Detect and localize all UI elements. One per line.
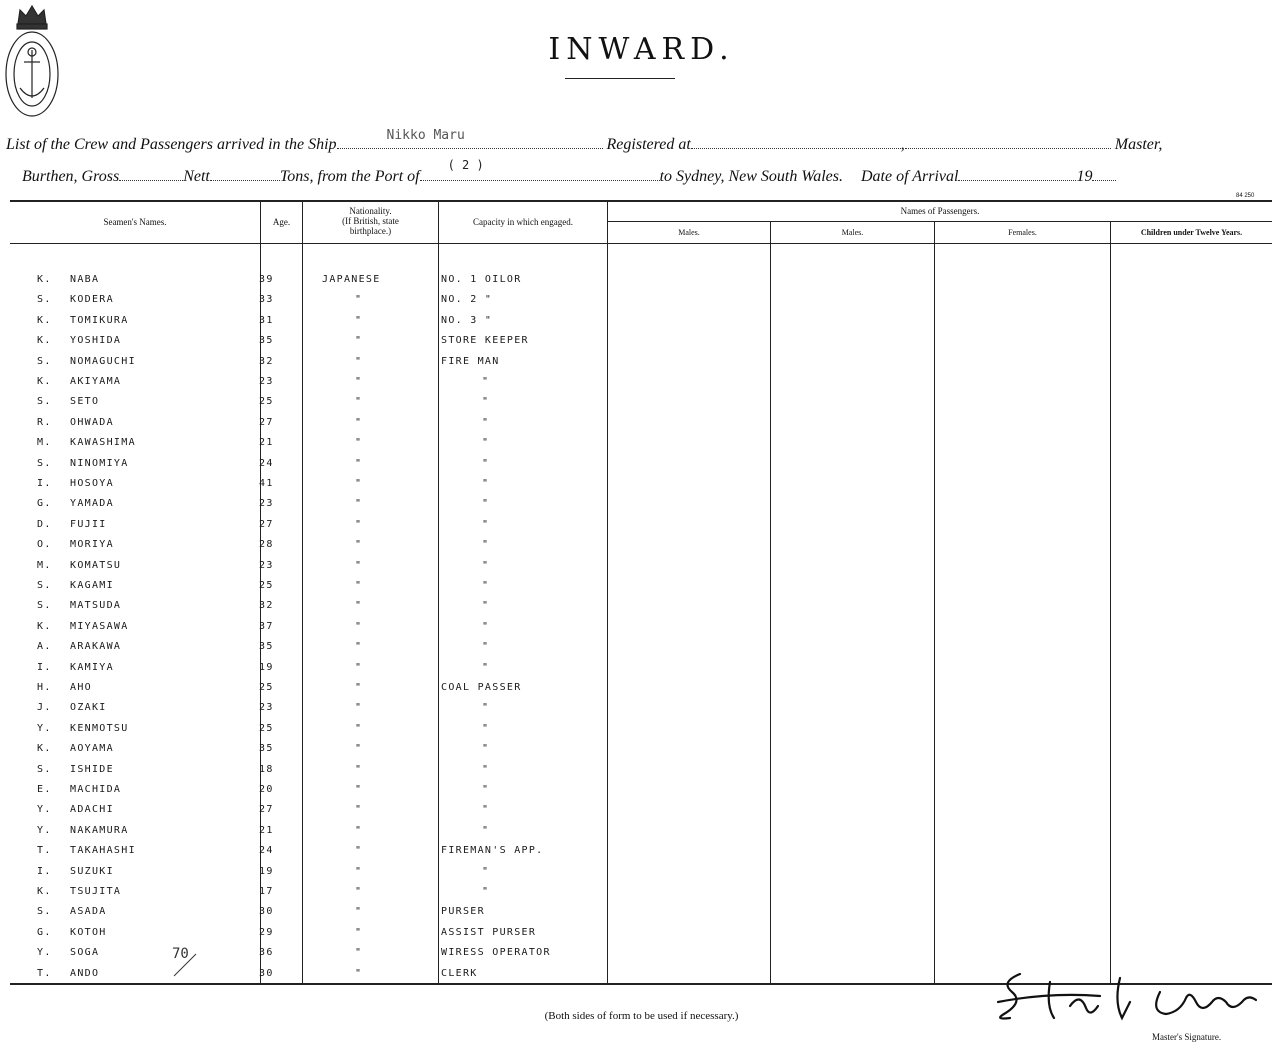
seaman-age: 23 [259,559,274,571]
table-row [0,784,1283,802]
seaman-capacity: " [482,437,490,449]
seaman-age: 21 [259,437,274,449]
table-row [0,764,1283,782]
seaman-capacity: " [482,865,490,877]
table-row [0,682,1283,700]
seaman-age: 27 [259,804,274,816]
table-row [0,437,1283,455]
seaman-initial: I. [37,865,52,877]
seaman-capacity: FIRE MAN [441,355,500,367]
seaman-age: 25 [259,396,274,408]
seaman-initial: G. [37,926,52,938]
seaman-initial: I. [37,661,52,673]
seaman-nationality: " [355,539,363,551]
seaman-surname: MIYASAWA [70,620,129,632]
seaman-age: 18 [259,763,274,775]
seaman-surname: SETO [70,396,100,408]
seaman-surname: OZAKI [70,702,107,714]
seaman-initial: I. [37,478,52,489]
seaman-capacity: NO. 3 " [441,314,493,326]
seaman-age: 17 [259,886,274,897]
seaman-capacity: " [482,886,490,897]
ship-name-value: Nikko Maru [386,128,465,143]
seaman-age: 35 [259,641,274,653]
master-name-field[interactable] [905,134,1111,149]
seaman-nationality: " [355,437,363,449]
table-row [0,702,1283,720]
seaman-capacity: " [482,784,490,795]
seaman-capacity: " [482,743,490,755]
master-signature-label: Master's Signature. [1152,1032,1222,1042]
form-number: 84 250 [1236,193,1255,199]
table-row [0,417,1283,435]
seaman-nationality: " [355,498,363,510]
table-row [0,560,1283,578]
seaman-initial: Y. [37,824,52,836]
seaman-surname: MATSUDA [70,600,122,612]
seaman-age: 28 [259,539,274,551]
seaman-age: 31 [259,314,274,326]
seaman-surname: NABA [70,274,100,285]
table-header-rule [10,243,1272,244]
seaman-age: 23 [259,498,274,510]
seaman-nationality: " [355,661,363,673]
seaman-surname: NAKAMURA [70,824,129,836]
seaman-surname: TSUJITA [70,886,122,897]
tons-from-label: Tons, from the Port of [279,168,420,185]
seaman-nationality: " [355,335,363,347]
seaman-capacity: " [482,641,490,653]
table-row [0,621,1283,639]
gross-field[interactable] [119,166,183,181]
seaman-capacity: " [482,498,490,510]
registered-at-field[interactable] [691,134,901,149]
seaman-surname: YOSHIDA [70,335,122,347]
seaman-initial: S. [37,355,52,367]
seaman-age: 33 [259,294,274,306]
seaman-capacity: " [482,376,490,387]
seaman-age: 19 [259,661,274,673]
seaman-initial: K. [37,314,52,326]
seaman-nationality: " [355,906,363,918]
form-title: INWARD. [548,32,735,67]
seaman-capacity: " [482,396,490,408]
table-row [0,866,1283,884]
seaman-nationality: " [355,824,363,836]
seaman-surname: ANDO [70,967,100,979]
seaman-nationality: " [355,355,363,367]
seaman-initial: S. [37,763,52,775]
date-of-arrival-label: Date of Arrival [860,168,959,185]
seaman-initial: A. [37,641,52,653]
nett-field[interactable] [210,166,280,181]
seaman-surname: KAWASHIMA [70,437,136,449]
seaman-capacity: " [482,416,490,428]
seaman-initial: K. [37,335,52,347]
seaman-age: 35 [259,743,274,755]
seaman-initial: O. [37,539,52,551]
seaman-age: 37 [259,620,274,632]
tally-mark [170,940,200,980]
seaman-surname: MACHIDA [70,784,122,795]
seaman-nationality: " [355,763,363,775]
seaman-age: 35 [259,335,274,347]
to-sydney-label: to Sydney, New South Wales. [659,168,843,185]
table-row [0,294,1283,312]
seaman-initial: S. [37,600,52,612]
seaman-capacity: " [482,722,490,734]
col-header-passengers: Names of Passengers. [900,206,980,216]
col-header-nationality [303,206,438,236]
seaman-surname: SOGA [70,947,100,959]
seaman-surname: TOMIKURA [70,314,129,326]
seaman-nationality: " [355,967,363,979]
seaman-initial: Y. [37,804,52,816]
seaman-age: 25 [259,580,274,591]
port-field[interactable] [420,158,660,181]
seaman-capacity: NO. 1 OILOR [441,274,522,285]
seaman-initial: Y. [37,947,52,959]
seaman-initial: M. [37,437,52,449]
col-header-capacity: Capacity in which engaged. [473,217,573,227]
seaman-age: 29 [259,926,274,938]
seaman-age: 21 [259,824,274,836]
header-line-2 [22,158,1116,186]
seaman-capacity: " [482,539,490,551]
seaman-nationality: " [355,620,363,632]
arrival-date-field[interactable] [958,166,1076,181]
seaman-initial: K. [37,376,52,387]
seaman-age: 27 [259,518,274,530]
seaman-nationality: " [355,518,363,530]
seaman-nationality: " [355,926,363,938]
table-row [0,886,1283,904]
table-row [0,662,1283,680]
tally-value: 70 [172,946,189,962]
seaman-initial: G. [37,498,52,510]
seaman-surname: AKIYAMA [70,376,122,387]
table-row [0,274,1283,292]
seaman-nationality: " [355,314,363,326]
seaman-capacity: PURSER [441,906,485,918]
year-prefix: 19 [1076,168,1093,185]
seaman-age: 32 [259,355,274,367]
seaman-initial: K. [37,620,52,632]
ship-name-field[interactable] [337,128,603,149]
table-row [0,458,1283,476]
seaman-surname: NINOMIYA [70,457,129,469]
title-rule [565,78,675,79]
seaman-age: 39 [259,274,274,285]
nationality-line-2: (If British, state [342,216,399,226]
seaman-initial: R. [37,416,52,428]
col-header-males-1: Males. [678,228,700,237]
table-top-rule [10,200,1272,202]
seaman-surname: KAMIYA [70,661,114,673]
seaman-initial: K. [37,743,52,755]
seaman-age: 27 [259,416,274,428]
seaman-initial: E. [37,784,52,795]
seaman-nationality: " [355,294,363,306]
seaman-age: 23 [259,702,274,714]
seaman-capacity: " [482,559,490,571]
seaman-nationality: " [355,784,363,795]
seaman-initial: S. [37,580,52,591]
table-row [0,600,1283,618]
seaman-initial: D. [37,518,52,530]
seaman-capacity: WIRESS OPERATOR [441,947,551,959]
footer-note: (Both sides of form to be used if necessary.) [544,1010,739,1022]
seaman-capacity: " [482,580,490,591]
seaman-capacity: CLERK [441,967,478,979]
seaman-surname: SUZUKI [70,865,114,877]
seaman-nationality: " [355,845,363,857]
seaman-nationality: JAPANESE [322,274,381,285]
table-row [0,804,1283,822]
seaman-initial: T. [37,845,52,857]
seaman-surname: KODERA [70,294,114,306]
col-header-females: Females. [1008,228,1037,237]
seaman-initial: K. [37,274,52,285]
seaman-nationality: " [355,947,363,959]
nationality-line-3: birthplace.) [349,226,392,236]
seaman-surname: KOMATSU [70,559,122,571]
crew-list-label: List of the Crew and Passengers arrived in the Ship [6,136,337,153]
seaman-nationality: " [355,641,363,653]
table-row [0,641,1283,659]
seaman-capacity: " [482,620,490,632]
seaman-surname: ADACHI [70,804,114,816]
table-row [0,825,1283,843]
seaman-age: 23 [259,376,274,387]
seaman-nationality: " [355,865,363,877]
seaman-nationality: " [355,804,363,816]
seaman-nationality: " [355,478,363,489]
seaman-surname: ISHIDE [70,763,114,775]
table-row [0,743,1283,761]
col-header-seamen: Seamen's Names. [103,217,167,227]
seaman-surname: KENMOTSU [70,722,129,734]
seaman-initial: J. [37,702,52,714]
col-header-children: Children under Twelve Years. [1140,228,1243,237]
seaman-initial: H. [37,682,52,693]
seaman-surname: TAKAHASHI [70,845,136,857]
table-row [0,335,1283,353]
comma: , [900,136,905,153]
table-row [0,906,1283,924]
seaman-capacity: " [482,600,490,612]
seaman-nationality: " [355,743,363,755]
seaman-initial: T. [37,967,52,979]
table-row [0,376,1283,394]
seaman-capacity: FIREMAN'S APP. [441,845,544,857]
seaman-age: 30 [259,967,274,979]
seaman-surname: YAMADA [70,498,114,510]
seaman-capacity: STORE KEEPER [441,335,529,347]
seaman-surname: KAGAMI [70,580,114,591]
seaman-nationality: " [355,886,363,897]
seaman-nationality: " [355,559,363,571]
seaman-capacity: " [482,518,490,530]
seaman-capacity: NO. 2 " [441,294,493,306]
seaman-nationality: " [355,416,363,428]
seaman-initial: Y. [37,722,52,734]
seaman-nationality: " [355,457,363,469]
seaman-surname: HOSOYA [70,478,114,489]
seaman-initial: K. [37,886,52,897]
seaman-capacity: " [482,478,490,489]
seaman-capacity: " [482,824,490,836]
seaman-surname: NOMAGUCHI [70,355,136,367]
seaman-age: 30 [259,906,274,918]
seaman-nationality: " [355,600,363,612]
seaman-nationality: " [355,702,363,714]
seaman-surname: KOTOH [70,926,107,938]
table-row [0,396,1283,414]
seaman-age: 24 [259,457,274,469]
header-line-1 [6,128,1163,154]
seaman-surname: MORIYA [70,539,114,551]
seaman-nationality: " [355,722,363,734]
seaman-capacity: " [482,457,490,469]
seaman-initial: S. [37,294,52,306]
table-row [0,723,1283,741]
table-row [0,580,1283,598]
burthen-gross-label: Burthen, Gross [22,168,120,185]
table-row [0,539,1283,557]
seaman-age: 25 [259,722,274,734]
seaman-surname: OHWADA [70,416,114,428]
seaman-age: 25 [259,682,274,693]
seaman-age: 41 [259,478,274,489]
seaman-initial: S. [37,396,52,408]
seaman-age: 32 [259,600,274,612]
seaman-surname: AHO [70,682,92,693]
table-row [0,498,1283,516]
master-label: Master, [1114,136,1163,153]
passengers-sub-rule [608,221,1272,222]
seaman-nationality: " [355,682,363,693]
seaman-age: 36 [259,947,274,959]
table-row [0,845,1283,863]
seaman-initial: S. [37,457,52,469]
col-header-age: Age. [272,217,291,227]
nett-label: Nett [183,168,210,185]
seaman-nationality: " [355,376,363,387]
seaman-surname: ARAKAWA [70,641,122,653]
seaman-age: 20 [259,784,274,795]
seaman-age: 19 [259,865,274,877]
table-row [0,478,1283,496]
seaman-capacity: " [482,763,490,775]
seaman-nationality: " [355,580,363,591]
seaman-initial: S. [37,906,52,918]
port-value: ( 2 ) [447,158,484,172]
table-row [0,356,1283,374]
seaman-initial: M. [37,559,52,571]
col-header-males-2: Males. [841,228,864,237]
table-row [0,519,1283,537]
registered-at-label: Registered at [606,136,691,153]
seaman-capacity: " [482,661,490,673]
seaman-age: 24 [259,845,274,857]
seaman-nationality: " [355,396,363,408]
seaman-capacity: COAL PASSER [441,682,522,693]
seaman-surname: AOYAMA [70,743,114,755]
seaman-surname: FUJII [70,518,107,530]
nationality-line-1: Nationality. [349,206,392,216]
seaman-surname: ASADA [70,906,107,918]
seaman-capacity: " [482,804,490,816]
table-row [0,315,1283,333]
seaman-capacity: " [482,702,490,714]
arrival-year-field[interactable] [1092,166,1116,181]
seaman-capacity: ASSIST PURSER [441,926,537,938]
